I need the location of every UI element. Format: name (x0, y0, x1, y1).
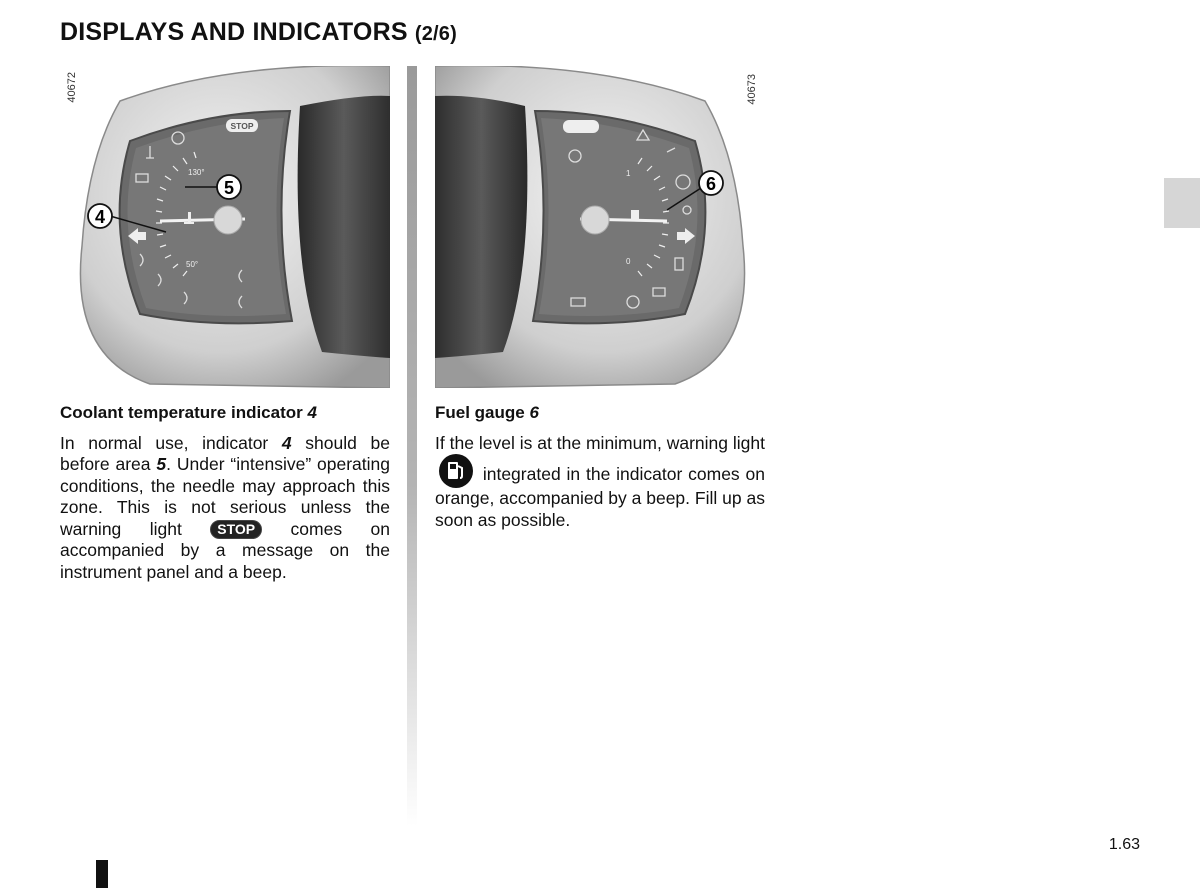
callout-6-label: 6 (705, 174, 717, 194)
fuel-text-2: integrated in the indicator comes on orange, accompanied by a beep. Fill up as soon as possible. (435, 464, 765, 530)
coolant-heading-text: Coolant temperature indicator (60, 403, 303, 422)
coolant-gauge-drawing (60, 66, 390, 388)
fuel-heading-text: Fuel gauge (435, 403, 525, 422)
coolant-ref-5: 5 (156, 454, 167, 474)
page-title (60, 18, 457, 47)
title-sub: (2/6) (414, 23, 457, 45)
needle-hub (214, 206, 242, 234)
service-wrench-icon (563, 120, 599, 133)
fuel-gauge-illustration (435, 66, 765, 388)
scale-label-empty: 0 (626, 257, 631, 266)
figure-code-right: 40673 (746, 74, 758, 105)
callout-5-label: 5 (223, 178, 235, 198)
stop-warning-label: STOP (230, 121, 254, 131)
title-main: DISPLAYS AND INDICATORS (60, 18, 408, 46)
page-number: 1.63 (1108, 836, 1140, 853)
corner-mark (96, 860, 108, 888)
coolant-text-1: In normal use, indicator (60, 432, 282, 453)
coolant-ref-4: 4 (281, 432, 292, 453)
fuel-gauge-drawing (435, 66, 765, 388)
coolant-text-4: comes on accompanied by a message on the instrument panel and a beep. (60, 518, 390, 582)
scale-label-full: 1 (626, 169, 631, 178)
coolant-heading (60, 402, 390, 424)
figure-code-left: 40672 (66, 72, 78, 103)
coolant-text-3: . Under “intensive” operating conditions, the needle may approach this zone. This is not serious unless the warning light (60, 454, 390, 539)
fuel-text-1: If the level is at the minimum, warning light (435, 432, 765, 453)
fuel-section (435, 402, 765, 531)
section-thumb-tab (1164, 178, 1200, 228)
scale-label-130: 130° (188, 168, 205, 177)
fuel-heading (435, 402, 765, 424)
column-divider (407, 66, 417, 826)
fuel-pump-icon (439, 454, 473, 488)
stop-warning-light-icon: STOP (210, 520, 262, 539)
scale-label-50: 50° (186, 260, 199, 269)
coolant-heading-ref: 4 (307, 403, 317, 422)
coolant-gauge-illustration (60, 66, 390, 388)
callout-4-label: 4 (94, 207, 106, 227)
coolant-text-2: should be before area (60, 432, 390, 474)
fuel-paragraph (435, 433, 765, 532)
coolant-section (60, 402, 390, 583)
needle-hub (581, 206, 609, 234)
coolant-paragraph (60, 433, 390, 584)
fuel-heading-ref: 6 (529, 403, 539, 422)
